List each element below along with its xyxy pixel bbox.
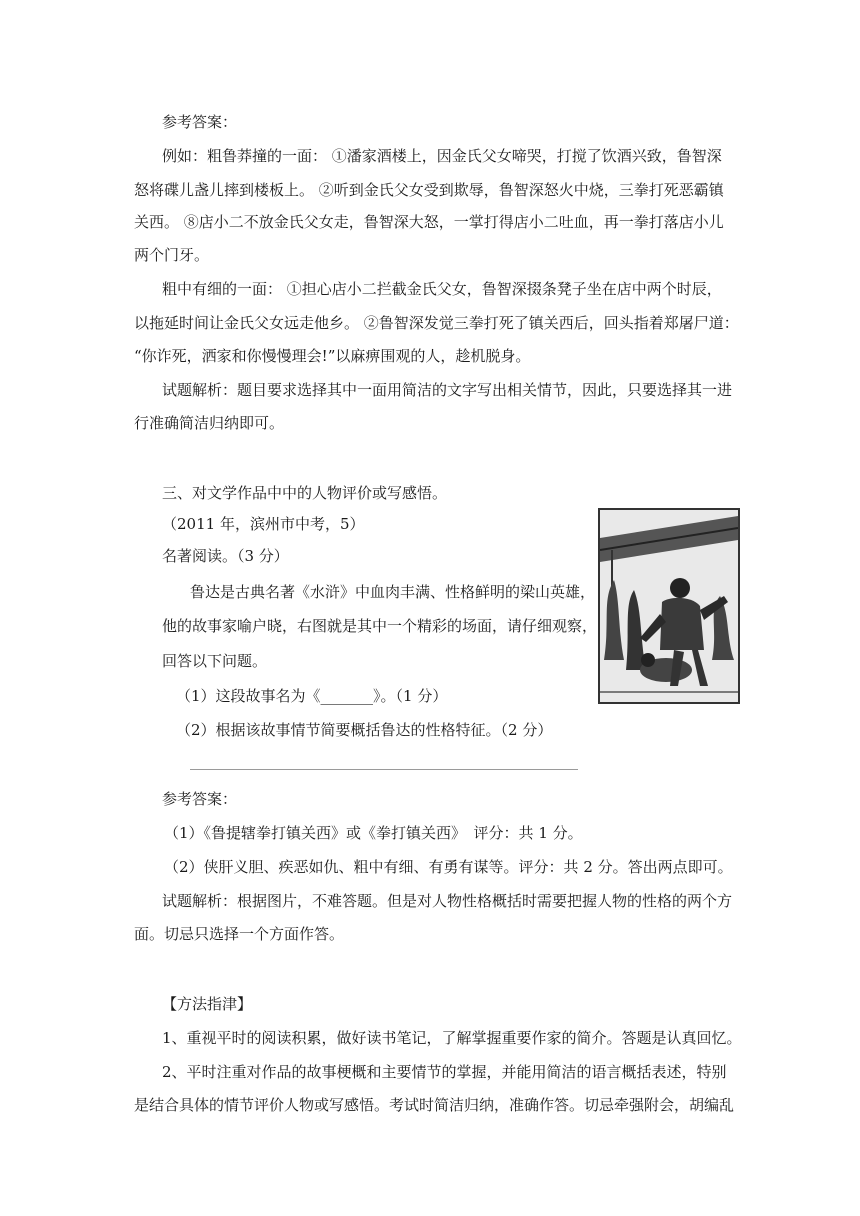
answer1-line: 粗中有细的一面： ①担心店小二拦截金氏父女，鲁智深掇条凳子坐在店中两个时辰， bbox=[162, 280, 722, 298]
method-line: 1、重视平时的阅读积累，做好读书笔记，了解掌握重要作家的简介。答题是认真回忆。 bbox=[162, 1029, 742, 1047]
answer2-line: （2）侠肝义胆、疾恶如仇、粗中有细、有勇有谋等。评分：共 2 分。答出两点即可。 bbox=[164, 858, 733, 876]
method-line: 2、平时注重对作品的故事梗概和主要情节的掌握，并能用简洁的语言概括表述，特别 bbox=[162, 1063, 727, 1081]
answer1-line: 例如：粗鲁莽撞的一面： ①潘家酒楼上，因金氏父女啼哭，打搅了饮酒兴致，鲁智深 bbox=[162, 147, 722, 165]
passage-line: 回答以下问题。 bbox=[162, 652, 268, 670]
answer1-analysis-line: 试题解析：题目要求选择其中一面用简洁的文字写出相关情节，因此，只要选择其一进 bbox=[162, 381, 733, 399]
answer1-line: 两个门牙。 bbox=[134, 246, 210, 264]
question-2: （2）根据该故事情节简要概括鲁达的性格特征。（2 分） bbox=[176, 721, 553, 739]
illustration-drawing bbox=[600, 510, 738, 702]
answer-blank-line bbox=[190, 769, 578, 770]
question-source: （2011 年，滨州市中考，5） bbox=[162, 515, 365, 533]
question-intro: 名著阅读。（3 分） bbox=[162, 547, 289, 565]
answer-heading-1: 参考答案： bbox=[162, 113, 238, 131]
answer2-line: （1）《鲁提辖拳打镇关西》或《拳打镇关西》 评分：共 1 分。 bbox=[164, 824, 583, 842]
answer-heading-2: 参考答案： bbox=[162, 790, 238, 808]
passage-line: 他的故事家喻户晓，右图就是其中一个精彩的场面，请仔细观察， bbox=[162, 617, 598, 635]
answer1-line: 以拖延时间让金氏父女远走他乡。 ②鲁智深发觉三拳打死了镇关西后，回头指着郑屠尸道： bbox=[134, 314, 739, 332]
method-line: 是结合具体的情节评价人物或写感悟。考试时简洁归纳，准确作答。切忌牵强附会，胡编乱 bbox=[134, 1096, 735, 1114]
section-title: 三、对文学作品中中的人物评价或写感悟。 bbox=[162, 484, 448, 502]
answer1-analysis-line: 行准确简洁归纳即可。 bbox=[134, 414, 285, 432]
answer1-line: 关西。 ⑧店小二不放金氏父女走，鲁智深大怒，一掌打得店小二吐血，再一拳打落店小儿 bbox=[134, 213, 724, 231]
answer1-line: 怒将碟儿盏儿摔到楼板上。 ②听到金氏父女受到欺辱，鲁智深怒火中烧，三拳打死恶霸镇 bbox=[134, 181, 724, 199]
answer2-analysis-line: 面。切忌只选择一个方面作答。 bbox=[134, 925, 345, 943]
passage-line: 鲁达是古典名著《水浒》中血肉丰满、性格鲜明的梁山英雄， bbox=[190, 583, 596, 601]
woodcut-illustration-icon bbox=[598, 508, 740, 704]
question-1: （1）这段故事名为《_______》。（1 分） bbox=[176, 687, 448, 705]
answer1-line: “你诈死，洒家和你慢慢理会!”以麻痹围观的人，趁机脱身。 bbox=[134, 347, 531, 365]
method-title: 【方法指津】 bbox=[162, 995, 253, 1013]
answer2-analysis-line: 试题解析：根据图片，不难答题。但是对人物性格概括时需要把握人物的性格的两个方 bbox=[162, 892, 733, 910]
